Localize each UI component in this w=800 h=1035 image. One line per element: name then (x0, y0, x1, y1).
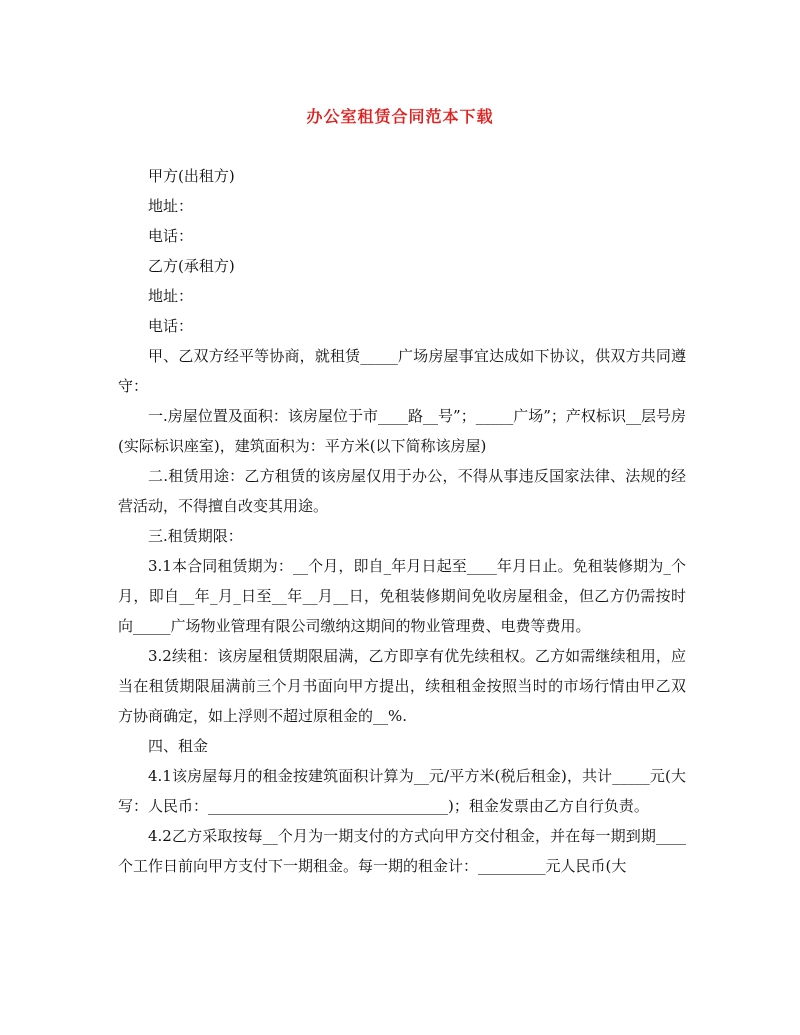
party-b-heading: 乙方(承租方) (148, 257, 235, 275)
clause-term-heading: 三.租赁期限： (148, 527, 243, 545)
party-a-address: 地址： (148, 197, 194, 215)
clause-rent-4-2: 4.2乙方采取按每__个月为一期支付的方式向甲方交付租金，并在每一期到期____个工作日前向甲方支付下一期租金。每一期的租金计：_________元人民币(大 (118, 827, 686, 875)
contract-body (118, 161, 686, 881)
clause-rent-4-1: 4.1该房屋每月的租金按建筑面积计算为__元/平方米(税后租金)，共计_____元(大写：人民币：________________________________)；租金发票由乙方自行负责。 (118, 767, 686, 815)
clause-renewal-3-2: 3.2续租：该房屋租赁期限届满，乙方即享有优先续租权。乙方如需继续租用，应当在租赁期限届满前三个月书面向甲方提出，续租租金按照当时的市场行情由甲乙双方协商确定，如上浮则不超过原租金的__%. (118, 647, 686, 725)
document-title: 办公室租赁合同范本下载 (306, 107, 494, 126)
agreement-preamble: 甲、乙双方经平等协商，就租赁_____广场房屋事宜达成如下协议，供双方共同遵守： (118, 347, 686, 395)
clause-term-3-1: 3.1本合同租赁期为：__个月，即自_年月日起至____年月日止。免租装修期为_个月，即自__年_月_日至__年__月__日，免租装修期间免收房屋租金，但乙方仍需按时向_____广场物业管理有限公司缴纳这期间的物业管理费、电费等费用。 (118, 557, 686, 635)
party-b-address: 地址： (148, 287, 194, 305)
party-b-phone: 电话： (148, 317, 194, 335)
clause-usage: 二.租赁用途：乙方租赁的该房屋仅用于办公，不得从事违反国家法律、法规的经营活动，不得擅自改变其用途。 (118, 467, 686, 515)
clause-rent-heading: 四、租金 (148, 737, 209, 755)
party-a-phone: 电话： (148, 227, 194, 245)
clause-location-area: 一.房屋位置及面积：该房屋位于市____路__号”；_____广场”；产权标识__层号房(实际标识座室)，建筑面积为：平方米(以下简称该房屋) (118, 407, 686, 455)
party-a-heading: 甲方(出租方) (148, 167, 235, 185)
